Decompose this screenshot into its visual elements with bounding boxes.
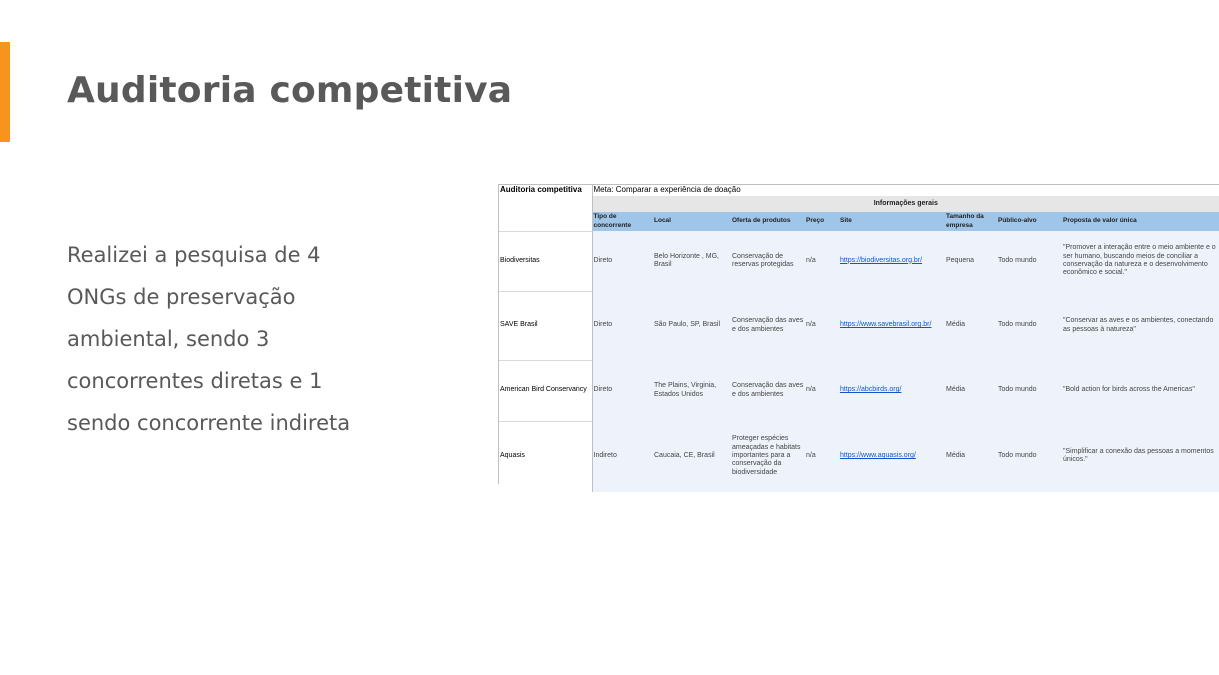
org-name: American Bird Conservancy (499, 360, 592, 421)
header-tipo: Tipo de concorrente (592, 212, 653, 231)
cell-local: São Paulo, SP, Brasil (653, 291, 731, 360)
cell-oferta: Conservação das aves e dos ambientes (731, 291, 805, 360)
org-name: Aquasis (499, 421, 592, 492)
header-local: Local (653, 212, 731, 231)
cell-publico: Todo mundo (997, 291, 1062, 360)
header-oferta: Oferta de produtos (731, 212, 805, 231)
cell-site (839, 360, 945, 421)
cell-proposta: "Conservar as aves e os ambientes, conectando as pessoas à natureza" (1062, 291, 1219, 360)
cell-tipo: Indireto (592, 421, 653, 492)
cell-publico: Todo mundo (997, 421, 1062, 492)
body-line: ambiental, sendo 3 (67, 327, 270, 351)
cell-tamanho: Pequena (945, 231, 997, 291)
cell-tipo: Direto (592, 360, 653, 421)
table-row (499, 360, 1219, 421)
spreadsheet-screenshot (498, 184, 1216, 484)
cell-local: Belo Horizonte , MG, Brasil (653, 231, 731, 291)
cell-tamanho: Média (945, 291, 997, 360)
cell-preco: n/a (805, 231, 839, 291)
cell-proposta: "Simplificar a conexão das pessoas a momentos únicos." (1062, 421, 1219, 492)
sheet-goal: Meta: Comparar a experiência de doação (592, 185, 1219, 197)
site-link[interactable]: https://www.savebrasil.org.br/ (840, 321, 932, 329)
cell-local: The Plains, Virginia, Estados Unidos (653, 360, 731, 421)
cell-tipo: Direto (592, 231, 653, 291)
cell-oferta: Proteger espécies ameaçadas e habitats importantes para a conservação da biodiversidade (731, 421, 805, 492)
table-row (499, 291, 1219, 360)
header-proposta: Proposta de valor única (1062, 212, 1219, 231)
cell-tamanho: Média (945, 360, 997, 421)
cell-publico: Todo mundo (997, 360, 1062, 421)
cell-tamanho: Média (945, 421, 997, 492)
group-header: Informações gerais (592, 196, 1219, 212)
cell-preco: n/a (805, 360, 839, 421)
site-link[interactable]: https://www.aquasis.org/ (840, 452, 916, 460)
cell-site (839, 421, 945, 492)
header-publico: Público-alvo (997, 212, 1062, 231)
org-name: Biodiversitas (499, 231, 592, 291)
cell-preco: n/a (805, 291, 839, 360)
cell-site (839, 231, 945, 291)
page-title: Auditoria competitiva (67, 70, 513, 111)
sheet-title: Auditoria competitiva (499, 185, 592, 197)
cell-tipo: Direto (592, 291, 653, 360)
cell-oferta: Conservação de reservas protegidas (731, 231, 805, 291)
blank-cell (499, 212, 592, 231)
org-name: SAVE Brasil (499, 291, 592, 360)
cell-proposta: "Promover a interação entre o meio ambiente e o ser humano, buscando meios de conciliar a conservação da natureza e o desenvolvimento econômico e social." (1062, 231, 1219, 291)
cell-oferta: Conservação das aves e dos ambientes (731, 360, 805, 421)
body-line: concorrentes diretas e 1 (67, 369, 323, 393)
table-row (499, 421, 1219, 492)
body-line: Realizei a pesquisa de 4 (67, 243, 321, 267)
header-tamanho: Tamanho da empresa (945, 212, 997, 231)
cell-publico: Todo mundo (997, 231, 1062, 291)
header-preco: Preço (805, 212, 839, 231)
header-site: Site (839, 212, 945, 231)
body-text (67, 234, 397, 444)
cell-proposta: "Bold action for birds across the Americas" (1062, 360, 1219, 421)
accent-bar (0, 42, 10, 142)
blank-cell (499, 196, 592, 212)
cell-preco: n/a (805, 421, 839, 492)
site-link[interactable]: https://abcbirds.org/ (840, 386, 902, 394)
table-row (499, 231, 1219, 291)
cell-site (839, 291, 945, 360)
site-link[interactable]: https://biodiversitas.org.br/ (840, 256, 923, 264)
audit-table (499, 184, 1219, 492)
cell-local: Caucaia, CE, Brasil (653, 421, 731, 492)
body-line: ONGs de preservação (67, 285, 296, 309)
body-line: sendo concorrente indireta (67, 411, 351, 435)
